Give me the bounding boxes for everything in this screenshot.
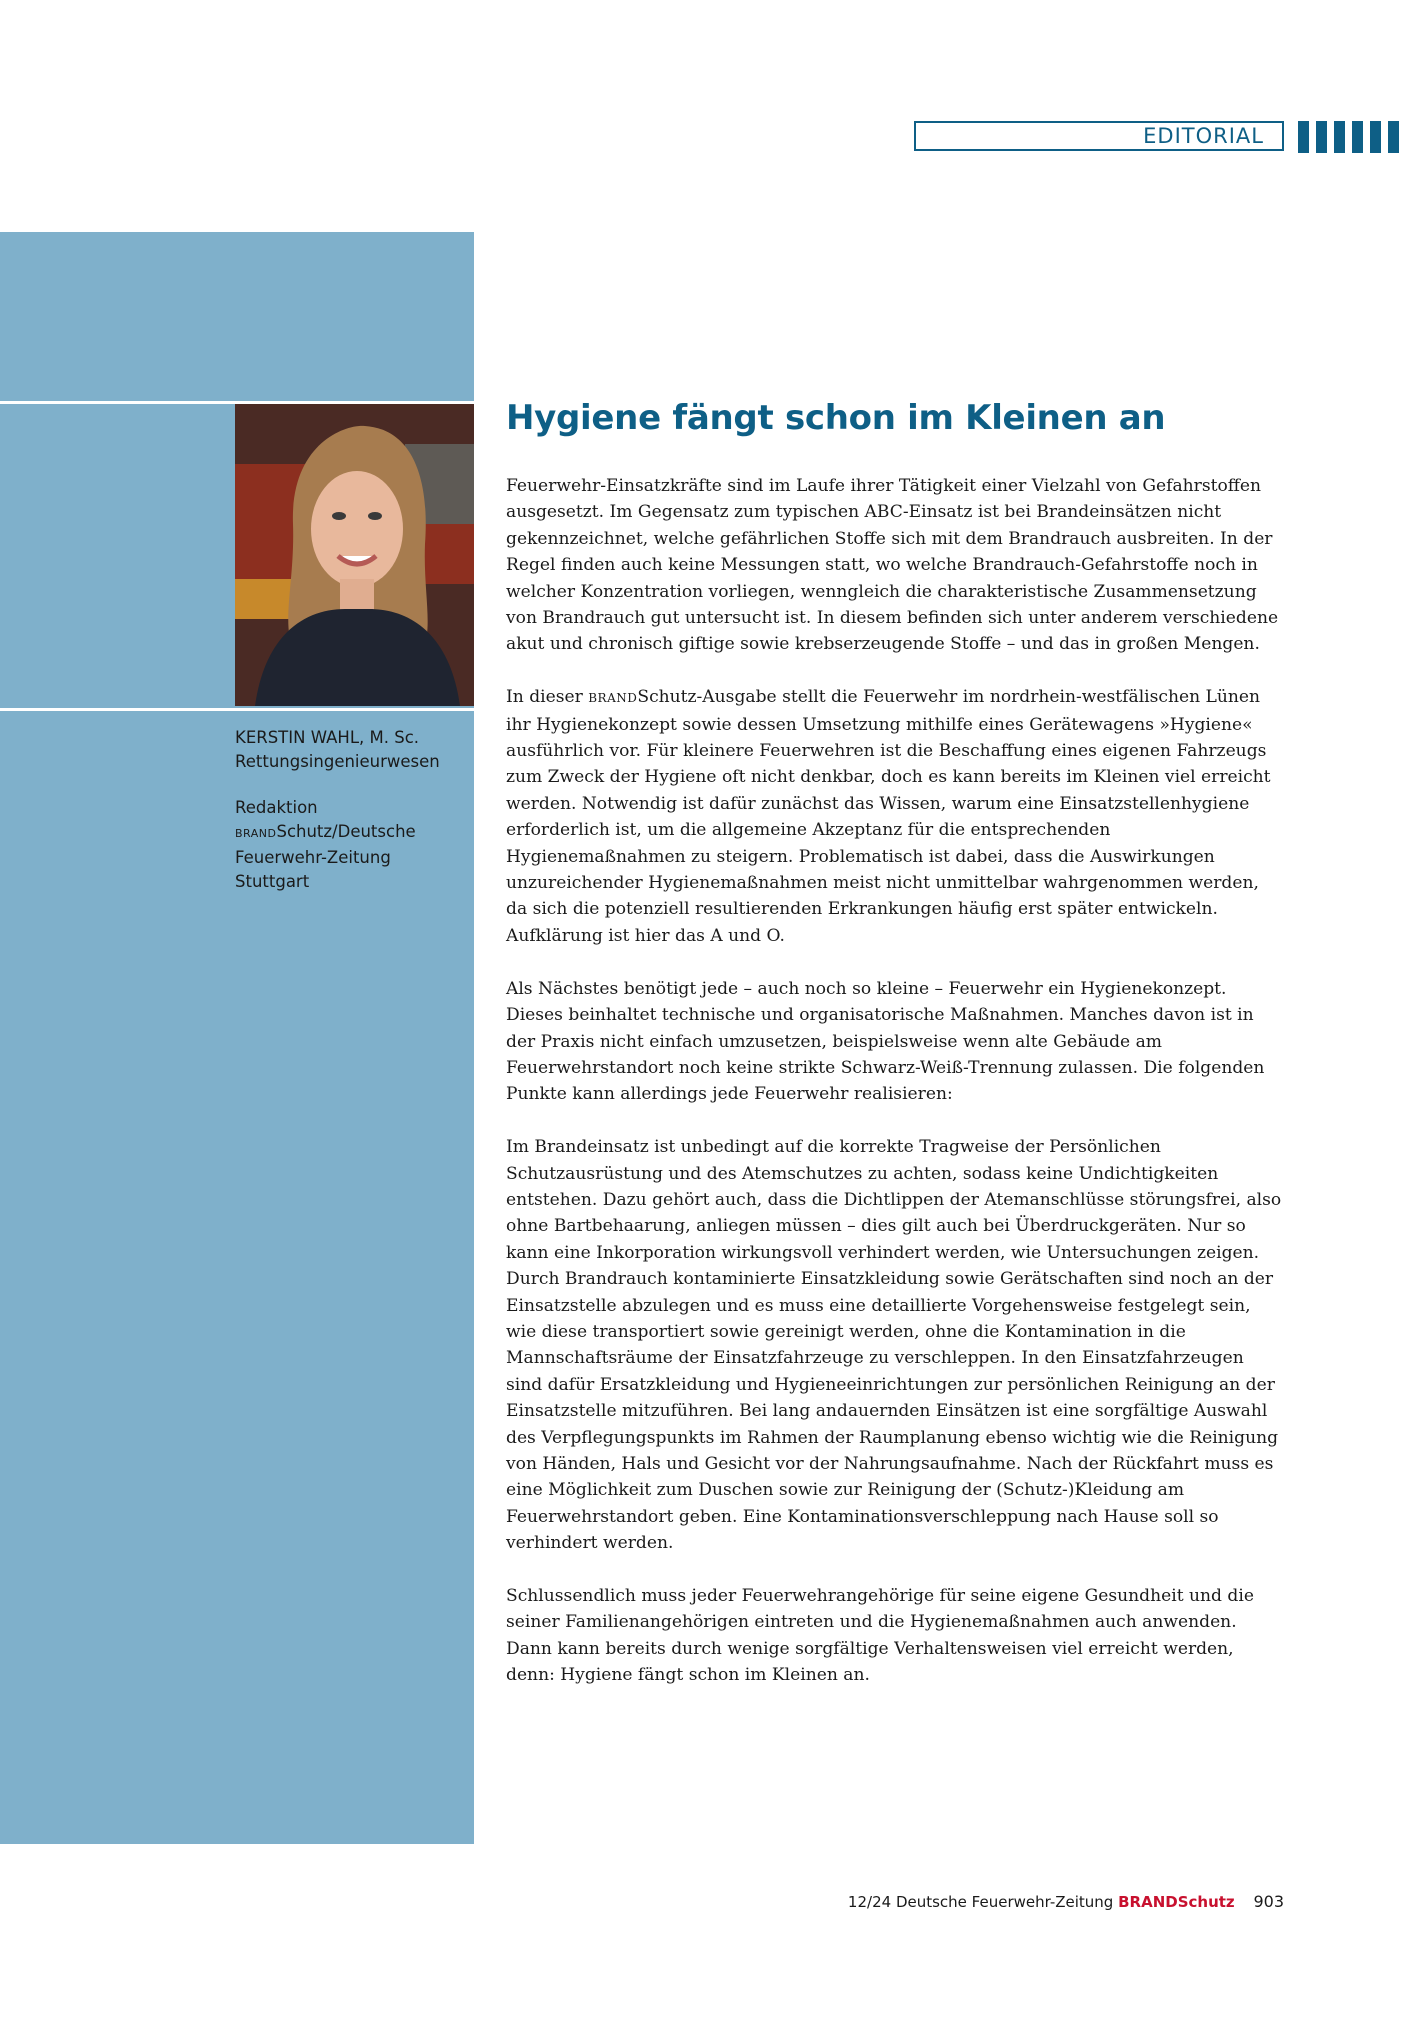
- author-info: [235, 726, 465, 894]
- paragraph-5: Schlussendlich muss jeder Feuerwehrangehörige für seine eigene Gesundheit und die seiner Familienangehörigen eintreten und die Hygienemaßnahmen auch anwenden. Dann kann bereits durch wenige sorgfältige Verhaltensweisen viel erreicht werden, denn: Hygiene fängt schon im Kleinen an.: [506, 1586, 1254, 1686]
- article-body: [506, 473, 1285, 1715]
- paragraph-2: [506, 684, 1285, 949]
- author-org-rest: Schutz/Deutsche: [276, 822, 416, 841]
- sidebar-divider-bottom: [0, 708, 474, 711]
- author-org: [235, 820, 465, 846]
- author-org-line2: Feuerwehr-Zeitung: [235, 848, 391, 867]
- author-photo: [235, 404, 474, 706]
- author-degree: Rettungsingenieurwesen: [235, 752, 440, 771]
- paragraph-2-pre: In dieser: [506, 687, 589, 708]
- page-footer: [812, 1892, 1284, 1911]
- footer-issue: 12/24: [847, 1893, 892, 1911]
- paragraph-4: Im Brandeinsatz ist unbedingt auf die korrekte Tragweise der Persönlichen Schutzausrüstung und des Atemschutzes zu achten, sodass keine Undichtigkeiten entstehen. Dazu gehört auch, dass die Dichtlippen der Atemanschlüsse störungsfrei, also ohne Bartbehaarung, anliegen müssen – dies gilt auch bei Überdruckgeräten. Nur so kann eine Inkorporation wirkungsvoll verhindert werden, wie Untersuchungen zeigen. Durch Brandrauch kontaminierte Einsatzkleidung sowie Gerätschaften sind noch an der Einsatzstelle abzulegen und es muss eine detaillierte Vorgehensweise festgelegt sein, wie diese transportiert sowie gereinigt werden, ohne die Kontamination in die Mannschaftsräume der Einsatzfahrzeuge zu verschleppen. In den Einsatzfahrzeugen sind dafür Ersatzkleidung und Hygieneeinrichtungen zur persönlichen Reinigung an der Einsatzstelle mitzuführen. Bei lang andauernden Einsätzen ist eine sorgfältige Auswahl des Verpflegungspunkts im Rahmen der Raumplanung ebenso wichtig wie die Reinigung von Händen, Hals und Gesicht vor der Nahrungsaufnahme. Nach der Rückfahrt muss es eine Möglichkeit zum Duschen sowie zur Reinigung der (Schutz-)Kleidung am Feuerwehrstandort geben. Eine Kontaminationsverschleppung nach Hause soll so verhindert werden.: [506, 1137, 1282, 1554]
- header-stripes: [1298, 121, 1399, 153]
- author-role: Redaktion: [235, 798, 318, 817]
- paragraph-1: Feuerwehr-Einsatzkräfte sind im Laufe ihrer Tätigkeit einer Vielzahl von Gefahrstoffen ausgesetzt. Im Gegensatz zum typischen ABC-Einsatz ist bei Brandeinsätzen nicht gekennzeichnet, welche gefährlichen Stoffe sich mit dem Brandrauch ausbreiten. In der Regel finden auch keine Messungen statt, wo welche Brandrauch-Gefahrstoffe noch in welcher Konzentration vorliegen, wenngleich die charakteristische Zusammensetzung von Brandrauch gut untersucht ist. In diesem befinden sich unter anderem verschiedene akut und chronisch giftige sowie krebserzeugende Stoffe – und das in großen Mengen.: [506, 476, 1279, 655]
- brand-smallcaps-inline: BRAND: [588, 691, 638, 706]
- paragraph-3: Als Nächstes benötigt jede – auch noch so kleine – Feuerwehr ein Hygienekonzept. Dieses beinhaltet technische und organisatorische Maßnahmen. Manches davon ist in der Praxis nicht einfach umzusetzen, beispielsweise wenn alte Gebäude am Feuerwehrstandort noch keine strikte Schwarz-Weiß-Trennung zulassen. Die folgenden Punkte kann allerdings jede Feuerwehr realisieren:: [506, 978, 1265, 1105]
- author-name: KERSTIN WAHL, M. Sc.: [235, 728, 420, 747]
- brand-smallcaps: BRAND: [235, 827, 277, 840]
- footer-brand: BRANDSchutz: [1118, 1893, 1235, 1911]
- paragraph-2-rest: Schutz-Ausgabe stellt die Feuerwehr im nordrhein-westfälischen Lünen ihr Hygienekonzept sowie dessen Umsetzung mithilfe eines Gerätewagens »Hygiene« ausführlich vor. Für kleinere Feuerwehren ist die Beschaffung eines eigenen Fahrzeugs zum Zweck der Hygiene oft nicht denkbar, doch es kann bereits im Kleinen viel erreicht werden. Notwendig ist dafür zunächst das Wissen, warum eine Einsatzstellenhygiene erforderlich ist, um die allgemeine Akzeptanz für die entsprechenden Hygienemaßnahmen zu steigern. Problematisch ist dabei, dass die Auswirkungen unzureichender Hygienemaßnahmen meist nicht unmittelbar wahrgenommen werden, da sich die potenziell resultierenden Erkrankungen häufig erst später entwickeln. Aufklärung ist hier das A und O.: [506, 687, 1271, 946]
- page-number: 903: [1253, 1892, 1284, 1911]
- section-label: EDITORIAL: [914, 121, 1284, 151]
- author-city: Stuttgart: [235, 872, 310, 891]
- article-title: Hygiene fängt schon im Kleinen an: [506, 398, 1166, 438]
- footer-publication: Deutsche Feuerwehr-Zeitung: [895, 1893, 1114, 1911]
